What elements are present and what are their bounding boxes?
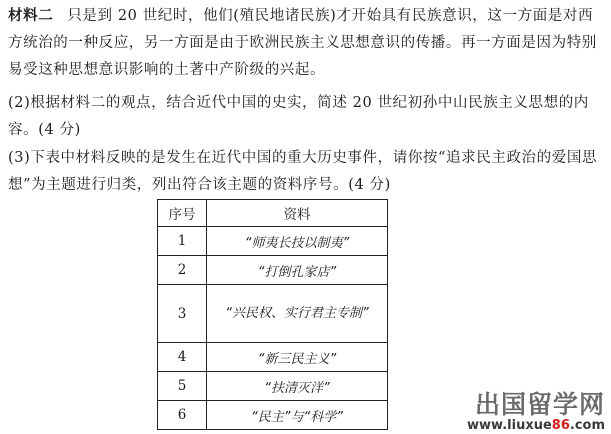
- row-material: “师夷长技以制夷”: [207, 227, 388, 256]
- row-number: 3: [158, 285, 207, 343]
- watermark-url: [467, 418, 605, 433]
- watermark-site-name: 出国留学网: [474, 390, 605, 419]
- watermark-url-tail: .com: [569, 418, 605, 433]
- row-number: 6: [158, 401, 207, 430]
- row-material: “民主”与“科学”: [207, 401, 388, 430]
- row-number: 4: [158, 343, 207, 372]
- row-number: 1: [158, 227, 207, 256]
- table-row: [158, 285, 388, 343]
- material-paragraph: [8, 2, 604, 84]
- materials-table: [157, 199, 388, 430]
- row-material: “扶清灭洋”: [207, 372, 388, 401]
- row-number: 5: [158, 372, 207, 401]
- material-text: 只是到 20 世纪时，他们(殖民地诸民族)才开始具有民族意识，这一方面是对西方统治的一种反应，另一方面是由于欧洲民族主义思想意识的传播。再一方面是因为特别易受这种思想意识影响的土著中产阶级的兴起。: [8, 8, 597, 78]
- site-watermark: [467, 392, 605, 433]
- table-row: [158, 343, 388, 372]
- table-header-row: [158, 200, 388, 227]
- table-row: [158, 372, 388, 401]
- header-number: 序号: [158, 200, 207, 227]
- question-3: (3)下表中材料反映的是发生在近代中国的重大历史事件，请你按“追求民主政治的爱国思想”为主题进行归类，列出符合该主题的资料序号。(4 分): [8, 150, 598, 193]
- header-material: 资料: [207, 200, 388, 227]
- row-material: “打倒孔家店”: [207, 256, 388, 285]
- watermark-url-main: www.liuxue: [467, 418, 552, 433]
- watermark-url-number: 86: [551, 418, 570, 433]
- row-material: “兴民权、实行君主专制”: [207, 285, 388, 343]
- table-row: [158, 227, 388, 256]
- material-label: 材料二: [8, 7, 54, 24]
- table-row: [158, 401, 388, 430]
- table-row: [158, 256, 388, 285]
- question-2: (2)根据材料二的观点，结合近代中国的史实，简述 20 世纪初孙中山民族主义思想的内容。(4 分): [8, 95, 589, 138]
- row-material: “新三民主义”: [207, 343, 388, 372]
- row-number: 2: [158, 256, 207, 285]
